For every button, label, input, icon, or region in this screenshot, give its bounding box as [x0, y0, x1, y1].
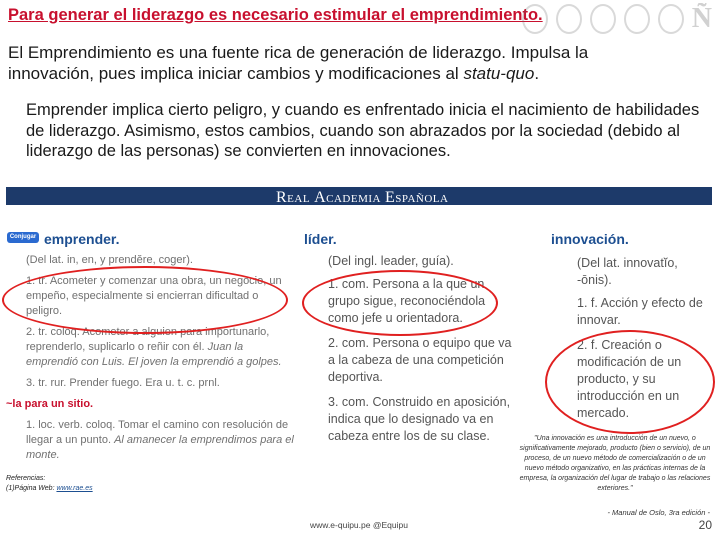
lead-paragraph — [8, 42, 714, 84]
seal-icon — [556, 4, 582, 34]
definition-3: 3. com. Construido en aposición, indica que lo designado va en cabeza entre los de su clase. — [328, 395, 511, 443]
seal-icon — [522, 4, 548, 34]
slide-title: Para generar el liderazgo es necesario estimular el emprendimiento. — [8, 6, 543, 24]
highlight-oval-innovacion — [545, 330, 715, 434]
page-number: 20 — [698, 518, 712, 532]
definition-2: 2. f. Creación o modificación de un producto, y su introducción en un mercado. — [577, 338, 682, 420]
entry-headword: innovación. — [551, 231, 629, 247]
lead-line-1: El Emprendimiento es una fuente rica de generación de liderazgo. Impulsa la — [8, 43, 589, 62]
definition-3: 3. tr. rur. Prender fuego. Era u. t. c. prnl. — [26, 377, 220, 389]
definition-1: 1. f. Acción y efecto de innovar. — [577, 296, 703, 327]
conjugate-button[interactable]: Conjugar — [7, 232, 39, 243]
rae-banner-label: REAL ACADEMIA ESPAÑOLA — [276, 189, 449, 206]
body-paragraph: Emprender implica cierto peligro, y cuando es enfrentado inicia el nacimiento de habilidades de liderazgo. Asimismo, estos cambios, cuando son abrazados por la sociedad (debido al liderazgo de las personas) se convierten en innovaciones. — [26, 101, 700, 160]
definition-2: 2. com. Persona o equipo que va a la cabeza de una competición deportiva. — [328, 336, 512, 384]
seal-icon — [624, 4, 650, 34]
highlight-oval-emprender — [2, 266, 288, 334]
quote-source: - Manual de Oslo, 3ra edición - — [607, 508, 710, 517]
entry-etymology: (Del ingl. leader, guía). — [328, 254, 454, 268]
definition-2: 2. tr. coloq. Acometer a alguien para importunarlo, reprenderlo, suplicarlo o reñir con él. Juan la emprendió con Luis. El joven la emprendió a golpes. — [26, 326, 282, 368]
entry-etymology: (Del lat. innovatĭo, -ōnis). — [577, 256, 678, 287]
sub-entry: ~la para un sitio. — [6, 398, 94, 410]
entry-headword: líder. — [304, 231, 337, 247]
definition-4: 1. loc. verb. coloq. Tomar el camino con resolución de llegar a un punto. Al amanecer la emprendimos para el monte. — [26, 419, 294, 461]
entry-lider — [304, 232, 514, 445]
highlight-oval-lider — [302, 270, 498, 336]
rae-link[interactable]: www.rae.es — [56, 485, 93, 492]
definition-1: 1. tr. Acometer y comenzar una obra, un negocio, un empeño, especialmente si encierran dificultad o peligro. — [26, 275, 282, 317]
footer-site: www.e-quipu.pe @Equipu — [310, 520, 408, 530]
references-line: (1)Página Web: www.rae.es — [6, 485, 93, 492]
letter-n-logo-icon: Ñ — [691, 3, 712, 34]
references-label: Referencias: — [6, 475, 46, 482]
entry-etymology: (Del lat. in, en, y prendĕre, coger). — [26, 254, 193, 266]
definition-1: 1. com. Persona a la que un grupo sigue, reconociéndola como jefe u orientadora. — [328, 277, 486, 325]
oslo-quote: "Una innovación es una introducción de un nuevo, o significativamente mejorado, producto (bien o servicio), de un proceso, de un nuevo método de comercialización o de un nuevo método organizativo, en las prácticas internas de la empresa, la organización del lugar de trabajo o las relaciones exteriores." — [519, 435, 711, 492]
lead-line-2: innovación, pues implica iniciar cambios y modificaciones al statu-quo. — [8, 64, 540, 83]
seal-icon — [658, 4, 684, 34]
references — [6, 474, 93, 494]
institution-logos — [522, 2, 712, 36]
seal-icon — [590, 4, 616, 34]
entry-headword: emprender. — [44, 231, 120, 247]
